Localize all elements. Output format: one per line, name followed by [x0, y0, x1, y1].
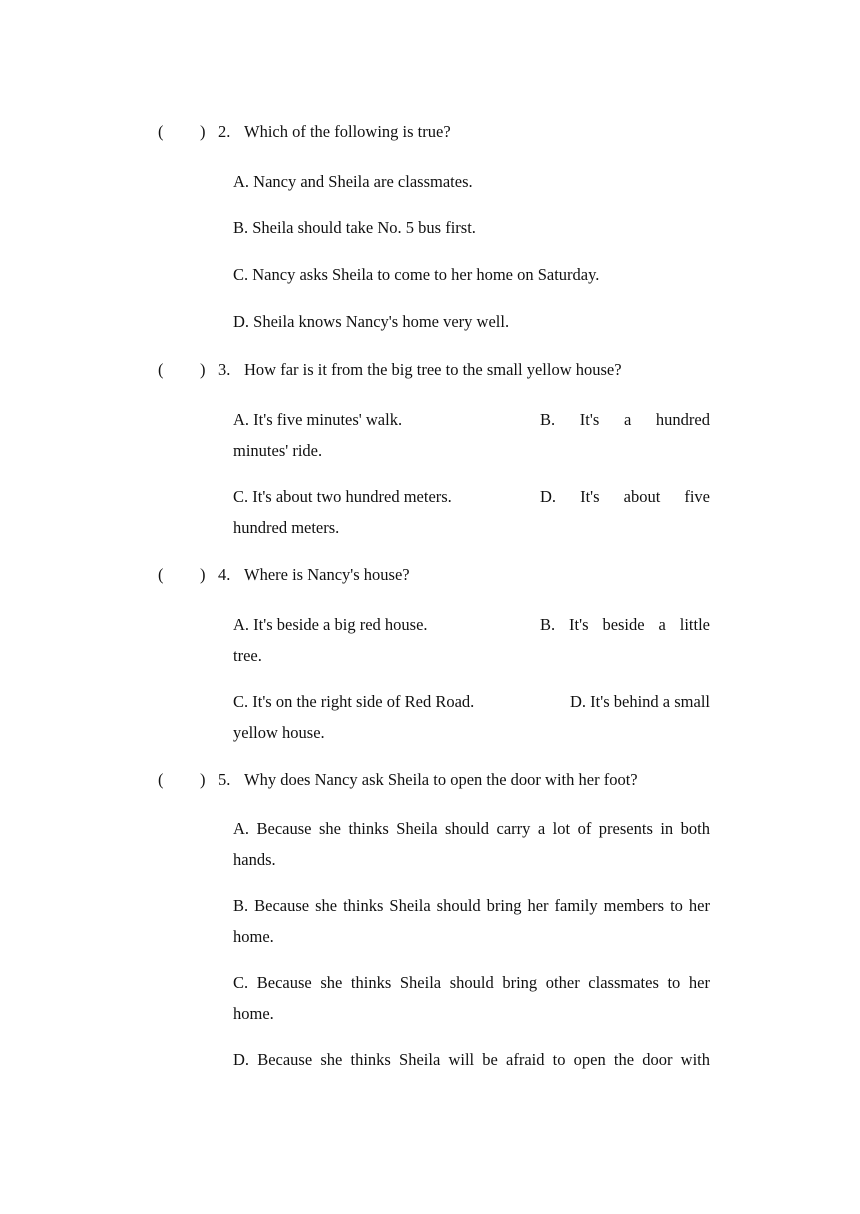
question-2 [158, 120, 718, 144]
option-3d-word: five [684, 487, 710, 506]
option-4b-line1 [540, 609, 710, 640]
answer-paren-close: ) [200, 770, 206, 789]
option-4b-word: It's [569, 615, 589, 634]
option-3b-word: a [623, 410, 632, 429]
options-3cd [233, 481, 710, 543]
question-4 [158, 563, 718, 587]
question-text: How far is it from the big tree to the small yellow house? [244, 360, 622, 379]
option-4d-line1: D. It's behind a small [570, 692, 710, 711]
option-3d-word: D. [540, 487, 557, 506]
question-number: 3. [218, 360, 231, 379]
option-4b-word: beside [602, 615, 645, 634]
options-4ab [233, 609, 710, 671]
question-3 [158, 358, 718, 382]
option-3b-word: It's [579, 410, 600, 429]
option-3d-line2: hundred meters. [233, 518, 340, 537]
option-4d-line2: yellow house. [233, 723, 325, 742]
option-5a: A. Because she thinks Sheila should carry a lot of presents in both hands. [233, 819, 710, 869]
option-3d-word: about [623, 487, 661, 506]
option-3b-line2: minutes' ride. [233, 441, 323, 460]
question-5 [158, 768, 718, 792]
option-4a: A. It's beside a big red house. [233, 615, 428, 634]
option-3b-line1 [540, 404, 710, 435]
option-3b-word: hundred [655, 410, 710, 429]
option-4c: C. It's on the right side of Red Road. [233, 692, 475, 711]
answer-paren-open: ( [158, 565, 164, 584]
option-4b-word: a [658, 615, 666, 634]
option-4b-word: B. [540, 615, 556, 634]
option-5c: C. Because she thinks Sheila should bring other classmates to her home. [233, 973, 710, 1023]
option-3a: A. It's five minutes' walk. [233, 410, 403, 429]
question-number: 5. [218, 770, 231, 789]
answer-paren-close: ) [200, 360, 206, 379]
answer-paren-close: ) [200, 565, 206, 584]
answer-paren-close: ) [200, 122, 206, 141]
option-3b-word: B. [540, 410, 556, 429]
option-2c: C. Nancy asks Sheila to come to her home on Saturday. [233, 265, 600, 284]
option-2a: A. Nancy and Sheila are classmates. [233, 172, 473, 191]
option-3d-word: It's [580, 487, 600, 506]
option-5d: D. Because she thinks Sheila will be afraid to open the door with [233, 1050, 710, 1069]
question-number: 4. [218, 565, 231, 584]
answer-paren-open: ( [158, 122, 164, 141]
question-number: 2. [218, 122, 231, 141]
question-text: Which of the following is true? [244, 122, 451, 141]
option-3d-line1 [540, 481, 710, 512]
option-4b-line2: tree. [233, 646, 262, 665]
answer-paren-open: ( [158, 360, 164, 379]
option-3c: C. It's about two hundred meters. [233, 487, 452, 506]
question-text: Why does Nancy ask Sheila to open the door with her foot? [244, 770, 638, 789]
option-2b: B. Sheila should take No. 5 bus first. [233, 218, 476, 237]
option-5b: B. Because she thinks Sheila should bring her family members to her home. [233, 896, 710, 946]
option-2d: D. Sheila knows Nancy's home very well. [233, 312, 510, 331]
options-3ab [233, 404, 710, 466]
answer-paren-open: ( [158, 770, 164, 789]
question-text: Where is Nancy's house? [244, 565, 410, 584]
option-4b-word: little [679, 615, 710, 634]
options-4cd [233, 686, 710, 748]
